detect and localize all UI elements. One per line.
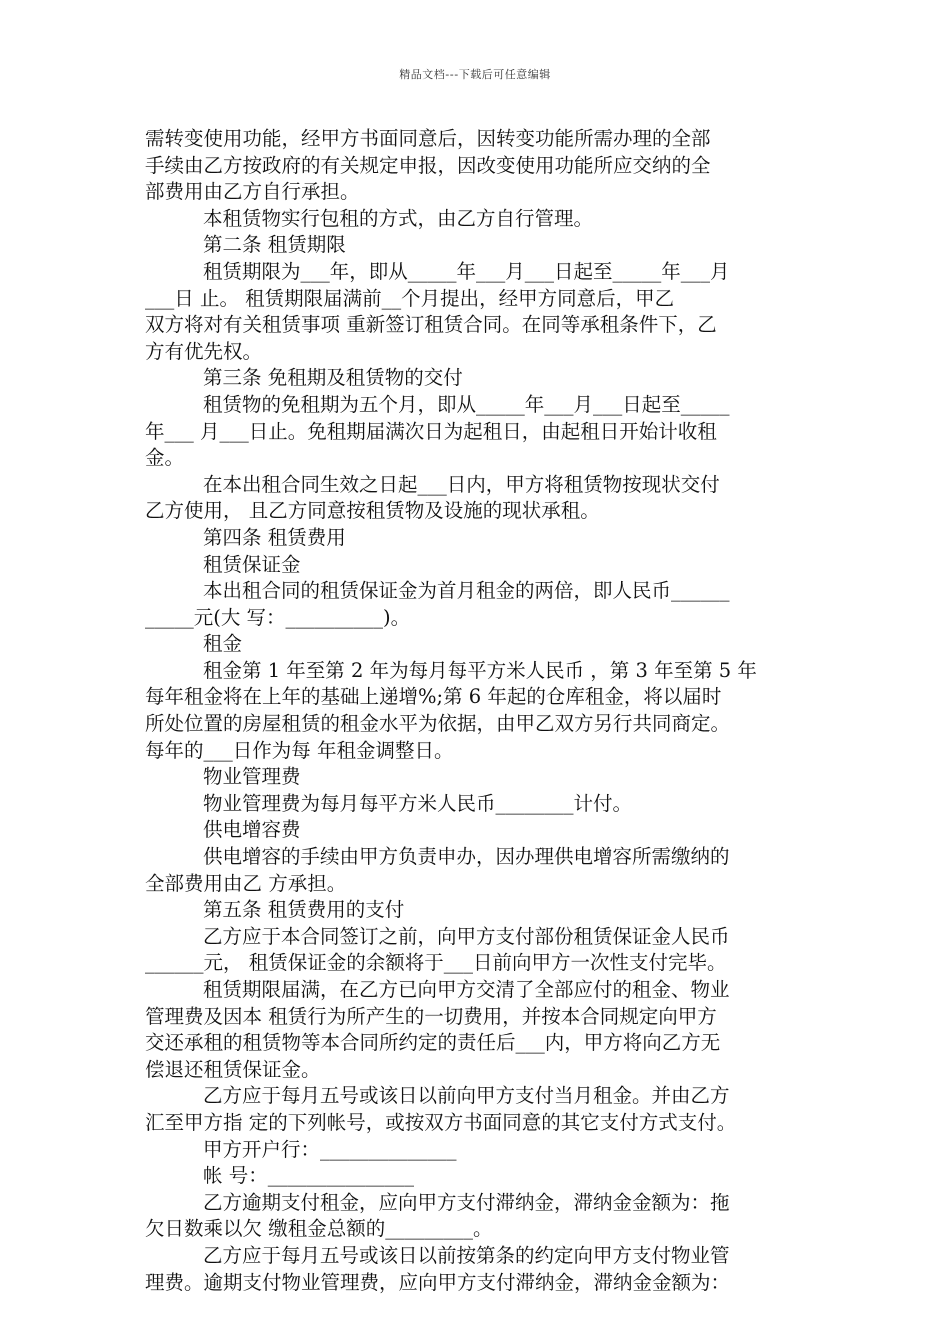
text-line: 方有优先权。 — [145, 339, 263, 363]
text-line: 租赁期限届满，在乙方已向甲方交清了全部应付的租金、物业 — [203, 978, 730, 1001]
text-line: 第五条 租赁费用的支付 — [203, 898, 405, 922]
text-line: 欠日数乘以欠 缴租金总额的_________。 — [145, 1217, 493, 1241]
text-line: 需转变使用功能，经甲方书面同意后，因转变功能所需办理的全部 — [145, 127, 711, 150]
text-line: 理费。逾期支付物业管理费，应向甲方支付滞纳金，滞纳金金额为： — [145, 1270, 731, 1294]
text-line: 乙方应于本合同签订之前，向甲方支付部份租赁保证金人民币 — [203, 924, 730, 948]
text-line: 租金 — [203, 632, 243, 656]
text-line: 供电增容费 — [203, 818, 301, 842]
text-line: 租赁保证金 — [203, 552, 301, 576]
text-line: ___日 止。 租赁期限届满前__个月提出，经甲方同意后，甲乙 — [145, 286, 675, 310]
text-line: 本出租合同的租赁保证金为首月租金的两倍，即人民币______ — [203, 579, 730, 603]
text-line: 乙方使用， 且乙方同意按租赁物及设施的现状承租。 — [145, 499, 600, 523]
text-line: 年___ 月___日止。免租期届满次日为起租日，由起租日开始计收租 — [145, 419, 717, 443]
text-line: 第四条 租赁费用 — [203, 525, 346, 549]
text-line: 租金第 1 年至第 2 年为每月每平方米人民币 ，第 3 年至第 5 年 — [203, 658, 757, 682]
text-line: 双方将对有关租赁事项 重新签订租赁合同。在同等承租条件下，乙 — [145, 313, 717, 337]
text-line: 物业管理费为每月每平方米人民币________计付。 — [203, 791, 633, 815]
text-line: 甲方开户行：______________ — [203, 1137, 457, 1161]
text-line: 每年的___日作为每 年租金调整日。 — [145, 738, 454, 762]
text-line: _____元(大 写：__________)。 — [145, 605, 411, 629]
text-line: 汇至甲方指 定的下列帐号，或按双方书面同意的其它支付方式支付。 — [145, 1110, 737, 1134]
text-line: 乙方应于每月五号或该日以前向甲方支付当月租金。并由乙方 — [203, 1084, 730, 1108]
text-line: 第三条 免租期及租赁物的交付 — [203, 366, 463, 390]
text-line: 本租赁物实行包租的方式，由乙方自行管理。 — [203, 206, 594, 230]
text-line: 乙方逾期支付租金，应向甲方支付滞纳金，滞纳金金额为：拖 — [203, 1190, 730, 1214]
page-header: 精品文档---下载后可任意编辑 — [399, 68, 551, 81]
text-line: 手续由乙方按政府的有关规定申报，因改变使用功能所应交纳的全 — [145, 153, 711, 177]
document-body — [145, 126, 810, 1296]
text-line: 物业管理费 — [203, 765, 301, 789]
text-line: 在本出租合同生效之日起___日内，甲方将租赁物按现状交付 — [203, 472, 720, 496]
text-line: 帐 号：_______________ — [203, 1164, 414, 1188]
text-line: 供电增容的手续由甲方负责申办，因办理供电增容所需缴纳的 — [203, 845, 730, 869]
text-line: 部费用由乙方自行承担。 — [145, 180, 360, 204]
text-line: ______元， 租赁保证金的余额将于___日前向甲方一次性支付完毕。 — [145, 951, 727, 975]
text-line: 管理费及因本 租赁行为所产生的一切费用，并按本合同规定向甲方 — [145, 1004, 717, 1028]
text-line: 租赁期限为___年，即从_____年___月___日起至_____年___月 — [203, 259, 730, 283]
text-line: 乙方应于每月五号或该日以前按第条的约定向甲方支付物业管 — [203, 1243, 730, 1267]
text-line: 金。 — [145, 446, 185, 470]
text-line: 租赁物的免租期为五个月，即从_____年___月___日起至_____ — [203, 392, 730, 416]
text-line: 第二条 租赁期限 — [203, 233, 346, 257]
text-line: 全部费用由乙 方承担。 — [145, 871, 347, 895]
text-line: 交还承租的租赁物等本合同所约定的责任后___内，甲方将向乙方无 — [145, 1031, 721, 1055]
text-line: 每年租金将在上年的基础上递增%;第 6 年起的仓库租金，将以届时 — [145, 685, 722, 709]
text-line: 偿退还租赁保证金。 — [145, 1057, 321, 1081]
text-line: 所处位置的房屋租赁的租金水平为依据，由甲乙双方另行共同商定。 — [145, 712, 731, 736]
